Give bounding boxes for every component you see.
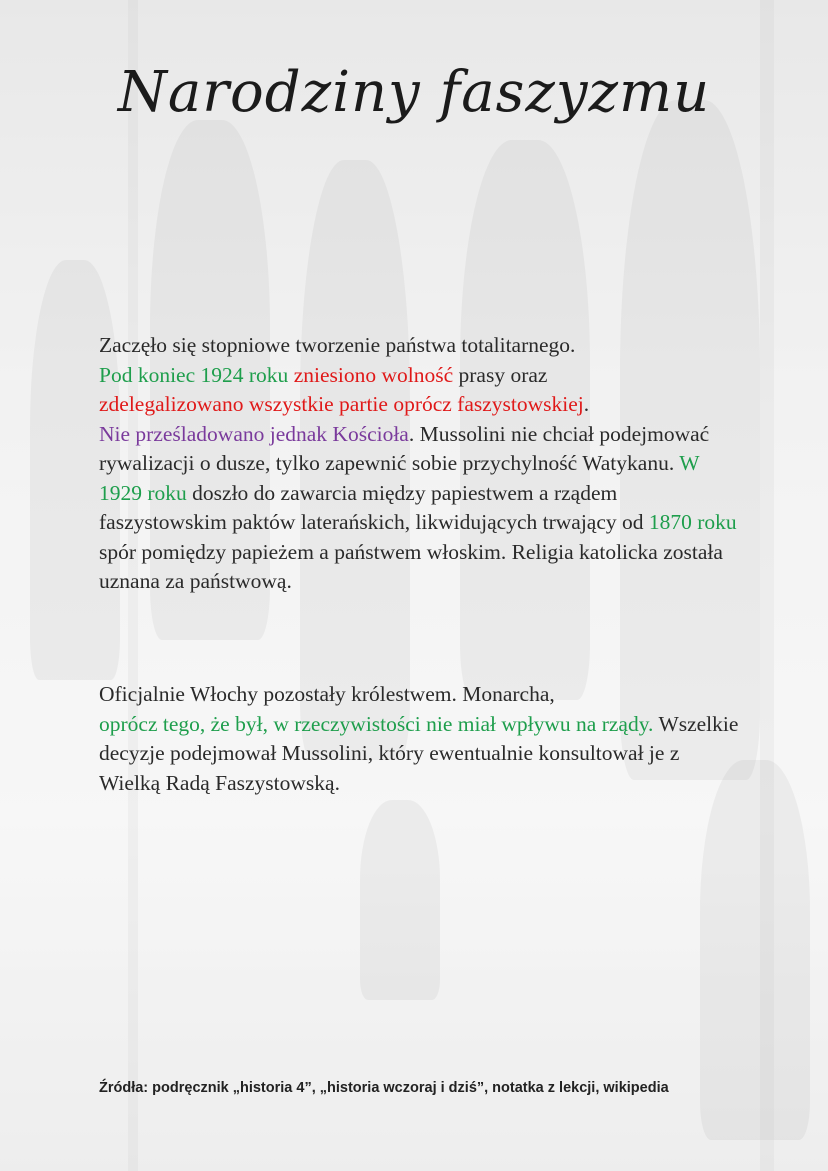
p1-date-1924: Pod koniec 1924 roku — [99, 362, 289, 387]
p2-sentence-1: Oficjalnie Włochy pozostały królestwem. Monarcha, — [99, 682, 555, 706]
p1-press-abolished: zniesiono wolność — [293, 362, 454, 387]
p1-period: . — [583, 392, 590, 416]
p1-date-1929: W 1929 roku — [99, 451, 700, 505]
p1-mussolini-vatican: . Mussolini nie chciał podejmować rywalizacji o dusze, tylko zapewnić sobie przychylność Watykanu. — [99, 421, 710, 475]
sources-footer: Źródła: podręcznik „historia 4”, „historia wczoraj i dziś”, notatka z lekcji, wikipedia — [99, 1080, 669, 1096]
p1-date-1870: 1870 roku — [648, 510, 737, 534]
p1-religion-state: spór pomiędzy papieżem a państwem włoskim. Religia katolicka została uznana za państwową. — [99, 539, 723, 593]
paragraph-totalitarian-state — [99, 331, 739, 597]
p2-mussolini-decisions: Wszelkie decyzje podejmował Mussolini, który ewentualnie konsultował je z Wielką Radą Faszystowską. — [99, 711, 739, 795]
page-title: Narodziny faszyzmu — [117, 60, 711, 125]
p1-press-and: prasy oraz — [458, 362, 548, 387]
p1-lateran-pacts: doszło do zawarcia między papiestwem a rządem faszystowskim paktów laterańskich, likwidujących trwający od — [99, 480, 644, 534]
p1-sentence-1: Zaczęło się stopniowe tworzenie państwa totalitarnego. — [99, 333, 576, 357]
p1-parties-banned: zdelegalizowano wszystkie partie oprócz faszystowskiej — [99, 392, 584, 416]
paragraph-monarchy — [99, 680, 739, 798]
p2-monarch-no-influence: oprócz tego, że był, w rzeczywistości nie miał wpływu na rządy. — [99, 711, 654, 736]
p1-church-not-persecuted: Nie prześladowano jednak Kościoła — [99, 421, 409, 446]
